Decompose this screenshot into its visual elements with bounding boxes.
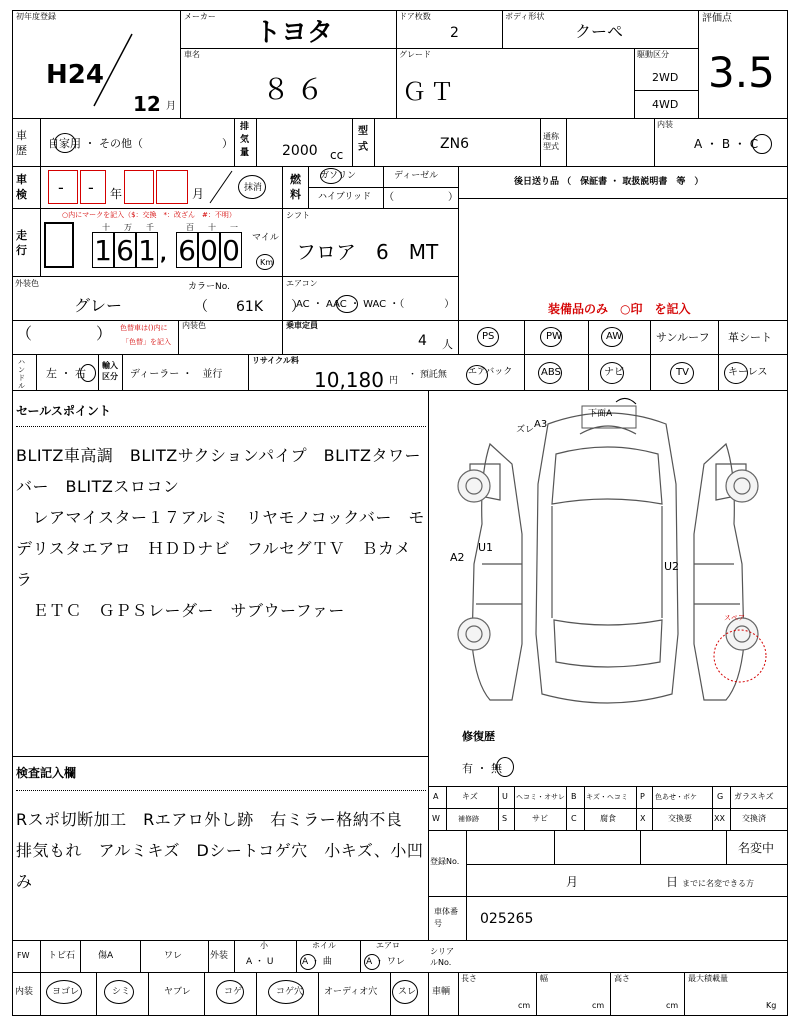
mileage-mark-box (44, 222, 74, 268)
mileage-digit: 0 (220, 232, 242, 268)
grade-value: ＧＴ (402, 78, 458, 106)
diagram-mark: U1 (478, 541, 494, 554)
mileage-digit: 6 (114, 232, 136, 268)
later-items-label: 後日送り品 （ 保証書 ・ 取扱説明書 等 ） (514, 177, 704, 187)
sales-point-line: BLITZ車高調 BLITZサクションパイプ BLITZタワー (16, 446, 421, 465)
mileage-digit: 1 (136, 232, 158, 268)
sales-point-line: ＥＴＣ ＧＰＳレーダー サブウーファー (16, 601, 345, 620)
sales-points-title: セールスポイント (16, 404, 111, 418)
sales-point-line: デリスタエアロ ＨＤＤナビ フルセグＴＶ Ｂカメラ (16, 539, 412, 589)
doors-value: 2 (450, 25, 459, 41)
capacity-value: 4 (418, 333, 427, 349)
diagram-mark: A3 (534, 419, 548, 430)
aircon-value: AC ・ AAC ・ WAC ・（ ） (296, 299, 455, 310)
diagram-mark: U2 (664, 560, 680, 573)
car-name-value: ８６ (262, 73, 331, 106)
first-reg-year: H24 (46, 60, 104, 90)
history-circle (54, 133, 76, 153)
handle-value: 左 ・ 右 (46, 367, 86, 380)
inspection-month-box1 (124, 170, 154, 204)
body-shape-value: クーペ (575, 22, 624, 41)
sales-point-line: バー BLITZスロコン (16, 477, 180, 496)
inspector-line: Rスポ切断加工 Rエアロ外し跡 右ミラー格納不良 (16, 810, 403, 829)
first-reg-label: 初年度登録 (16, 12, 56, 21)
first-reg-month: 12 (133, 92, 161, 116)
mileage-note: ○内にマークを記入（$：交換 *：改ざん #：不明） (62, 211, 236, 219)
mileage-digit: 6 (176, 232, 198, 268)
import-value: ディーラー ・ 並行 (130, 369, 223, 380)
model-value: ZN6 (440, 136, 469, 152)
sales-point-line: レアマイスター１７アルミ リヤモノコックバー モ (16, 508, 425, 527)
color-no-value: （ 61K ） (194, 299, 305, 315)
maker-value: トヨタ (255, 18, 334, 48)
recycle-value: 10,180 (314, 368, 384, 392)
inspection-month-box2 (156, 170, 188, 204)
mileage-digit: 0 (198, 232, 220, 268)
diagram-mark: A2 (450, 551, 465, 564)
score-value: 3.5 (708, 48, 775, 97)
vehicle-no-value: 025265 (480, 911, 534, 927)
inspector-line: み (16, 872, 33, 891)
mileage-digit: 1 (92, 232, 114, 268)
car-diagram (430, 394, 786, 786)
shift-value: フロア 6 MT (296, 240, 439, 264)
interior-grade-value: A ・ B ・ C (694, 137, 759, 151)
repair-value: 有 ・ 無 (462, 762, 502, 775)
inspector-text (16, 804, 426, 897)
equipment-title: 装備品のみ ○印 を記入 (548, 302, 691, 316)
inspector-title: 検査記入欄 (16, 766, 77, 780)
registration-meihen: 名変中 (738, 841, 775, 855)
displacement-value: 2000 (282, 143, 318, 159)
sales-points-text (16, 440, 426, 626)
history-value: 自家用 ・ その他（ (48, 137, 143, 150)
exterior-color-value: グレー (74, 296, 123, 315)
inspector-line: 排気もれ アルミキズ Dシートコゲ穴 小キズ、小凹 (16, 841, 424, 860)
